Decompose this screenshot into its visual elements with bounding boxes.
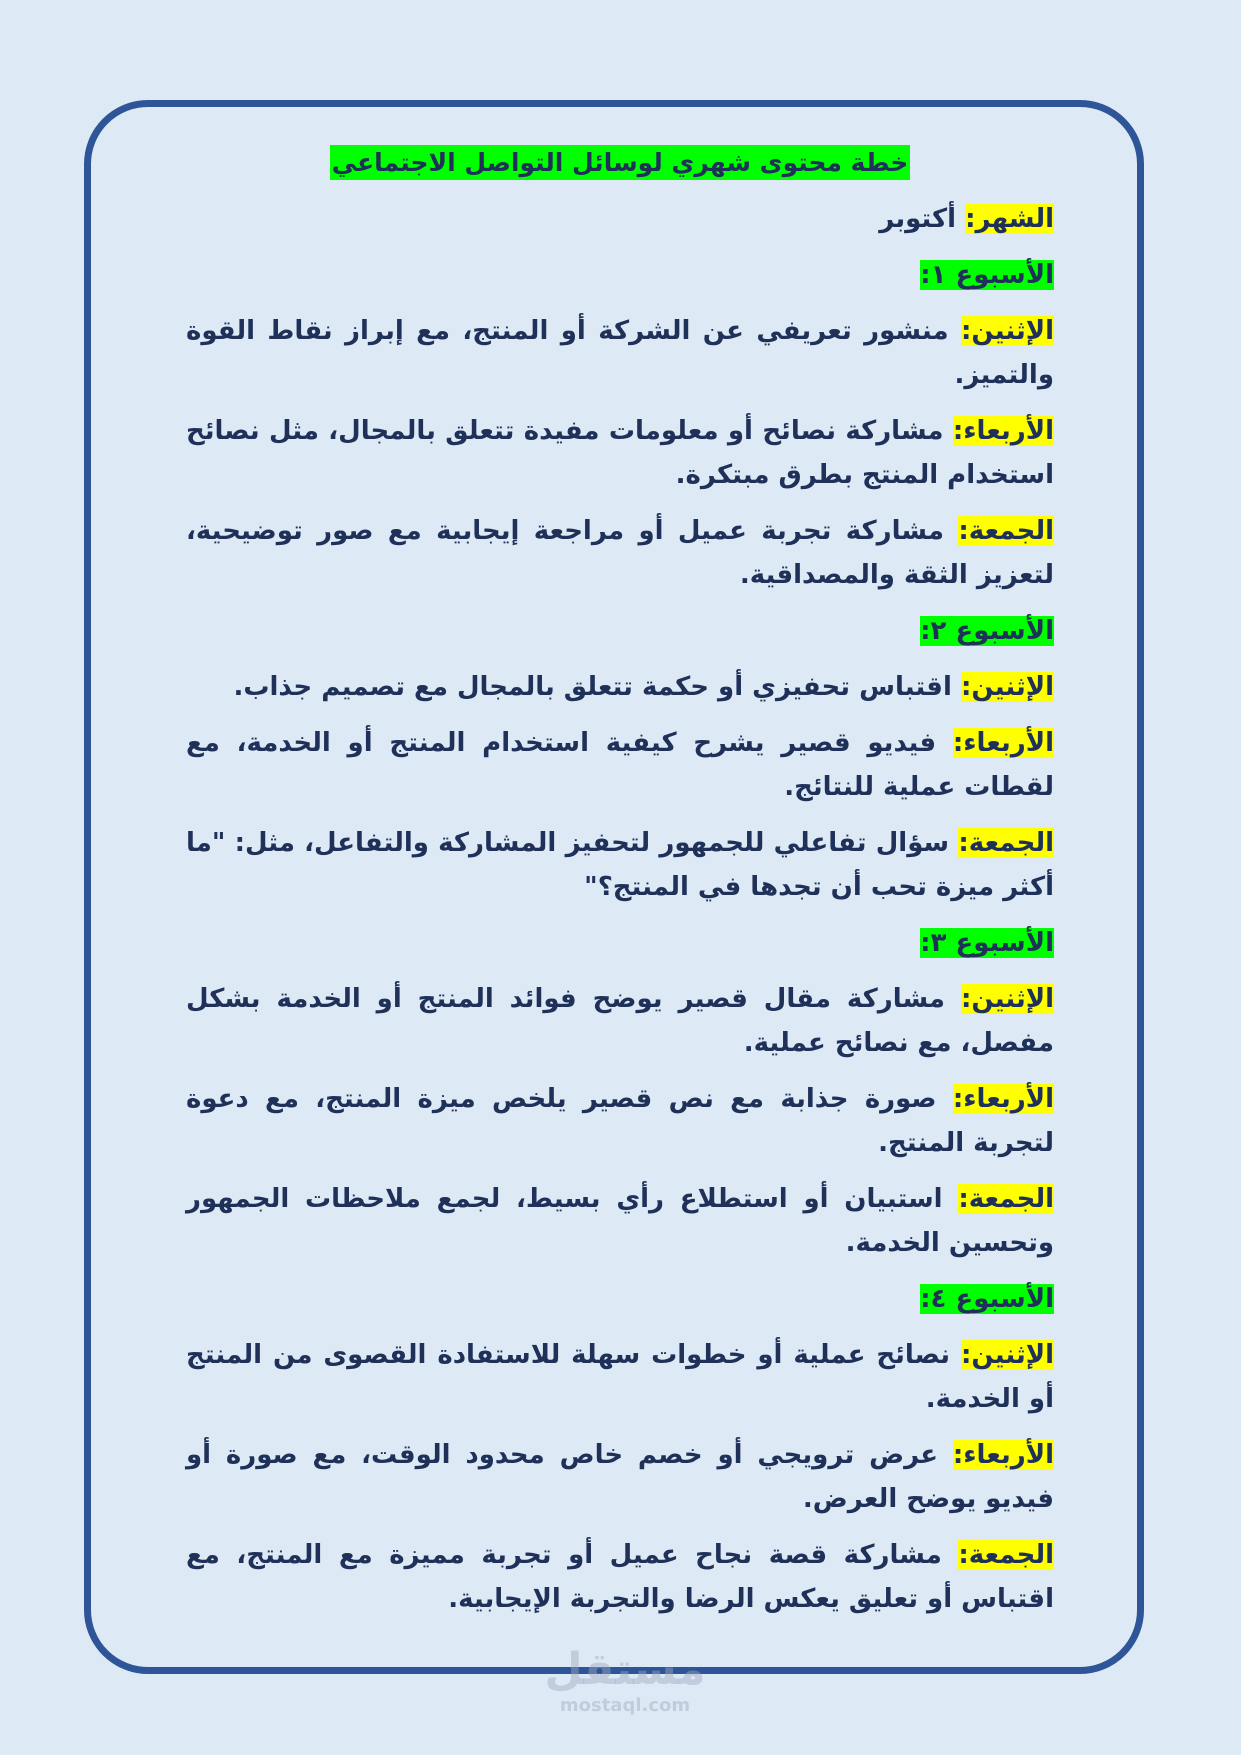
title-row (186, 148, 1054, 177)
day-label: الإثنين: (960, 1340, 1054, 1370)
day-label: الجمعة: (958, 1540, 1054, 1570)
watermark-domain: mostaql.com (559, 1695, 691, 1716)
day-label: الأربعاء: (952, 416, 1054, 446)
day-label: الإثنين: (960, 984, 1054, 1014)
day-label: الأربعاء: (952, 1440, 1054, 1470)
week-heading-label: الأسبوع ٢: (920, 616, 1054, 646)
day-label: الجمعة: (958, 828, 1054, 858)
plan-text: عرض ترويجي أو خصم خاص محدود الوقت، مع صورة أو فيديو يوضح العرض. (186, 1440, 1054, 1514)
day-label: الإثنين: (960, 672, 1054, 702)
plan-text: استبيان أو استطلاع رأي بسيط، لجمع ملاحظات الجمهور وتحسين الخدمة. (186, 1184, 1054, 1258)
plan-item (186, 821, 1054, 909)
document-body (186, 148, 1054, 1633)
page-title: خطة محتوى شهري لوسائل التواصل الاجتماعي (330, 145, 910, 180)
plan-item (186, 1077, 1054, 1165)
watermark-logo-text: مستقل (544, 1644, 706, 1695)
watermark (540, 1645, 710, 1717)
plan-text: مشاركة نصائح أو معلومات مفيدة تتعلق بالمجال، مثل نصائح استخدام المنتج بطرق مبتكرة. (186, 416, 1054, 490)
plan-text: منشور تعريفي عن الشركة أو المنتج، مع إبراز نقاط القوة والتميز. (186, 316, 1054, 390)
month-label: الشهر: (965, 204, 1054, 234)
plan-text: صورة جذابة مع نص قصير يلخص ميزة المنتج، مع دعوة لتجربة المنتج. (186, 1084, 1054, 1158)
plan-item (186, 509, 1054, 597)
plan-item (186, 721, 1054, 809)
day-label: الإثنين: (960, 316, 1054, 346)
plan-item (186, 1177, 1054, 1265)
day-label: الأربعاء: (952, 728, 1054, 758)
plan-text: مشاركة تجربة عميل أو مراجعة إيجابية مع صور توضيحية، لتعزيز الثقة والمصداقية. (186, 516, 1054, 590)
plan-text: فيديو قصير يشرح كيفية استخدام المنتج أو الخدمة، مع لقطات عملية للنتائج. (186, 728, 1054, 802)
month-line (186, 197, 1054, 241)
day-label: الجمعة: (958, 1184, 1054, 1214)
plan-item (186, 309, 1054, 397)
week-heading (186, 1277, 1054, 1321)
week-heading (186, 253, 1054, 297)
plan-item (186, 1433, 1054, 1521)
plan-item (186, 665, 1054, 709)
plan-text: سؤال تفاعلي للجمهور لتحفيز المشاركة والتفاعل، مثل: "ما أكثر ميزة تحب أن تجدها في المنتج؟" (186, 828, 1054, 902)
plan-text: مشاركة قصة نجاح عميل أو تجربة مميزة مع المنتج، مع اقتباس أو تعليق يعكس الرضا والتجربة الإيجابية. (186, 1540, 1054, 1614)
day-label: الجمعة: (958, 516, 1054, 546)
week-heading-label: الأسبوع ١: (920, 260, 1054, 290)
week-heading-label: الأسبوع ٣: (920, 928, 1054, 958)
plan-item (186, 409, 1054, 497)
plan-text: مشاركة مقال قصير يوضح فوائد المنتج أو الخدمة بشكل مفصل، مع نصائح عملية. (186, 984, 1054, 1058)
week-heading-label: الأسبوع ٤: (920, 1284, 1054, 1314)
day-label: الأربعاء: (952, 1084, 1054, 1114)
plan-text: اقتباس تحفيزي أو حكمة تتعلق بالمجال مع تصميم جذاب. (233, 672, 961, 702)
month-value: أكتوبر (879, 204, 966, 234)
plan-text: نصائح عملية أو خطوات سهلة للاستفادة القصوى من المنتج أو الخدمة. (186, 1340, 1054, 1414)
week-heading (186, 921, 1054, 965)
plan-item (186, 1333, 1054, 1421)
plan-item (186, 1533, 1054, 1621)
week-heading (186, 609, 1054, 653)
plan-item (186, 977, 1054, 1065)
